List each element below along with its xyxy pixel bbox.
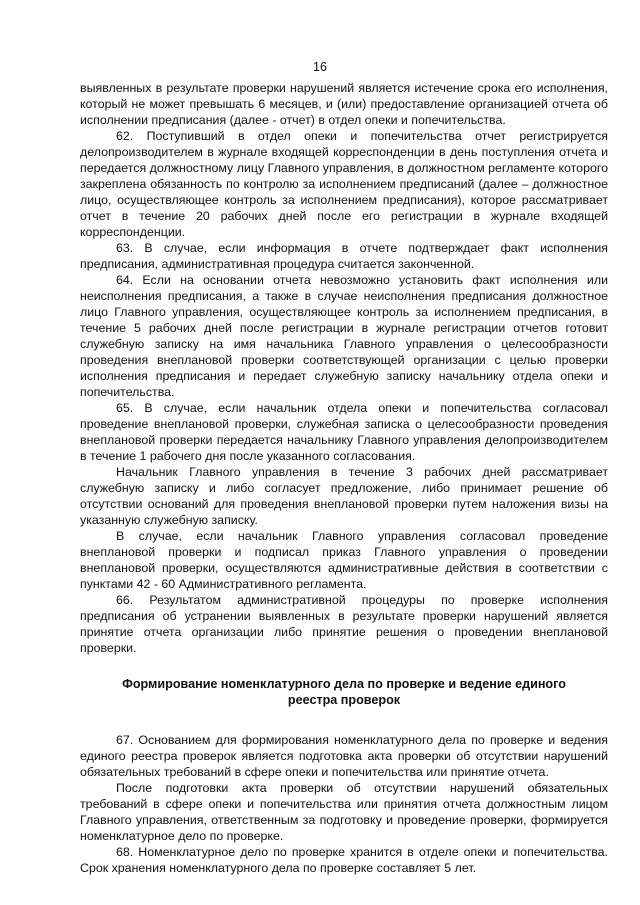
- paragraph-65: 65. В случае, если начальник отдела опеки и попечительства согласовал проведение внеплановой проверки, служебная записка о целесообразности проведения внеплановой проверки передается начальнику Главного управления делопроизводителем в течение 1 рабочего дня после указанного согласования.: [80, 401, 608, 463]
- paragraph-64: 64. Если на основании отчета невозможно установить факт исполнения или неисполнения предписания, а также в случае неисполнения предписания должностное лицо Главного управления, осуществляющее контроль за исполнением предписания, в течение 5 рабочих дней после регистрации в журнале регистрации отчетов готовит служебную записку на имя начальника Главного управления о целесообразности проведения внеплановой проверки соответствующей организации с целью проверки исполнения предписания и передает служебную записку начальнику отдела опеки и попечительства.: [80, 273, 608, 399]
- paragraph-continuation: выявленных в результате проверки нарушений является истечение срока его исполнения, который не может превышать 6 месяцев, и (или) предоставление организацией отчета об исполнении предписания (далее - отчет) в отдел опеки и попечительства.: [80, 81, 608, 127]
- paragraph-67: 67. Основанием для формирования номенклатурного дела по проверке и ведения единого реестра проверок является подготовка акта проверки об отсутствии нарушений обязательных требований в сфере опеки и попечительства или принятие отчета.: [80, 733, 608, 779]
- document-body: [80, 80, 608, 876]
- section-heading: Формирование номенклатурного дела по проверке и ведение единого реестра проверок: [122, 677, 566, 707]
- paragraph-68: 68. Номенклатурное дело по проверке хранится в отделе опеки и попечительства. Срок хранения номенклатурного дела по проверке составляет 5 лет.: [80, 845, 608, 875]
- paragraph-67-case-file: После подготовки акта проверки об отсутствии нарушений обязательных требований в сфере опеки и попечительства или принятия отчета должностным лицом Главного управления, ответственным за подготовку и проведение проверки, формируется номенклатурное дело по проверке.: [80, 781, 608, 843]
- paragraph-63: 63. В случае, если информация в отчете подтверждает факт исполнения предписания, административная процедура считается законченной.: [80, 241, 608, 271]
- paragraph-62: 62. Поступивший в отдел опеки и попечительства отчет регистрируется делопроизводителем в журнале входящей корреспонденции в день поступления отчета и передается должностному лицу Главного управления, в должностном регламенте которого закреплена обязанность по контролю за исполнением предписаний (далее – должностное лицо, осуществляющее контроль за исполнением предписания), которое рассматривает отчет в течение 20 рабочих дней после его регистрации в журнале входящей корреспонденции.: [80, 129, 608, 239]
- paragraph-66: 66. Результатом административной процедуры по проверке исполнения предписания об устранении выявленных в результате проверки нарушений является принятие отчета организации либо принятие решения о проведении внеплановой проверки.: [80, 593, 608, 655]
- paragraph-65-approval: В случае, если начальник Главного управления согласовал проведение внеплановой проверки и подписал приказ Главного управления о проведении внеплановой проверки, осуществляются административные действия в соответствии с пунктами 42 - 60 Административного регламента.: [80, 529, 608, 591]
- paragraph-65-review: Начальник Главного управления в течение 3 рабочих дней рассматривает служебную записку и либо согласует предложение, либо принимает решение об отсутствии оснований для проведения внеплановой проверки путем наложения визы на указанную служебную записку.: [80, 465, 608, 527]
- page-number: 16: [313, 60, 327, 74]
